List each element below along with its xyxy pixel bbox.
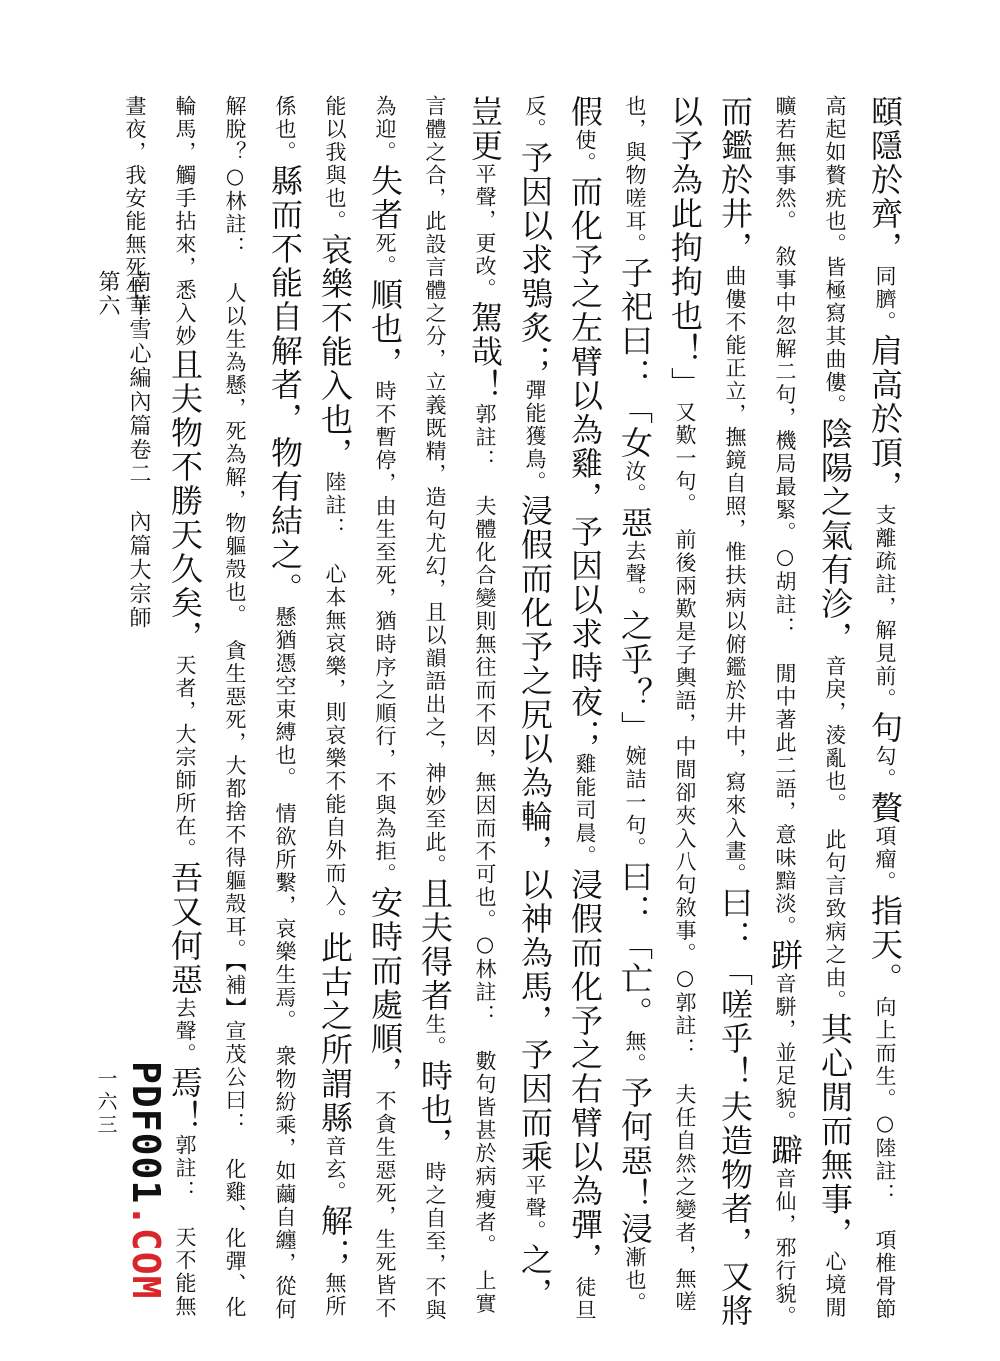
- main-text-run: 焉！: [166, 1066, 204, 1134]
- annotation-run: 勾。: [873, 745, 897, 791]
- annotation-run: 【補】宣茂公曰： 化雞、化彈、化輪馬，觸手拈來，悉入妙: [173, 95, 247, 1319]
- annotation-run: 懸猶憑空束縛也。 情欲所繫，哀樂生焉。 衆物紛乘，如繭自纏，從何解脫？○林註： 人以生為懸，死為解，物軀殼也。 貪生惡死，大都捨不得軀殼耳。: [223, 95, 297, 1321]
- annotation-run: 彈能獲鳥。: [523, 379, 547, 494]
- watermark-text-main: PDF001: [124, 1060, 168, 1204]
- annotation-run: 音仙，邪行貌。: [773, 1167, 797, 1329]
- main-text-run: 曰：「嗟乎！夫造物者，又將以予為此拘拘也！」: [666, 95, 754, 1328]
- annotation-run: 漸也。: [623, 1246, 647, 1315]
- annotation-run: 郭註： 天不能無晝夜，我安能無死生！: [123, 95, 197, 1318]
- watermark-logo: [122, 1050, 170, 1310]
- main-text-run: 浸假而化予之右臂以為彈，: [566, 868, 604, 1276]
- annotation-run: 天者，大宗師所在。: [173, 654, 197, 861]
- main-text-run: 且夫物不勝天久矣，: [166, 348, 204, 654]
- main-text-run: 縣而不能自解者，物有結之。: [266, 164, 304, 606]
- main-text-run: 指天。: [866, 894, 904, 996]
- annotation-run: 無所係也。: [273, 95, 347, 1318]
- main-text-run: 而鑑於井，: [716, 95, 754, 265]
- annotation-run: 陸註： 心本無哀樂，則哀樂不能自外而入。: [323, 471, 347, 931]
- main-text-run: 予因以求鴞炙；: [516, 141, 554, 379]
- main-text-run: 贅: [866, 791, 904, 825]
- annotation-run: 汝。: [623, 460, 647, 506]
- page-number: 一六三: [94, 1068, 118, 1137]
- annotation-run: 無。: [623, 1030, 647, 1076]
- annotation-run: 徒旦反。: [523, 95, 597, 1322]
- main-text-run: 跰: [766, 938, 804, 973]
- annotation-run: 又歎一句。 前後兩歎是子輿語，中間卻夾入八句敘事。○郭註： 夫任自然之變者，無嗟也，與物嗟耳。: [623, 95, 697, 1314]
- annotation-run: 項瘤。: [873, 825, 897, 894]
- main-text-run: 頤隱於齊，: [866, 95, 904, 265]
- watermark-text-domain: .COM: [124, 1203, 168, 1300]
- annotation-run: 生。: [423, 1013, 447, 1059]
- annotation-run: 去聲。: [623, 540, 647, 609]
- annotation-run: 死。: [373, 232, 397, 278]
- main-text-run: 哀樂不能入也，: [316, 233, 354, 471]
- main-text-run: 肩高於頂，: [866, 334, 904, 504]
- main-text-run: 而化予之左臂以為雞，予因以求時夜；: [566, 175, 604, 753]
- main-text-run: 之乎？」: [616, 609, 654, 745]
- main-text-run: 句: [866, 711, 904, 745]
- running-header: 南華雪心編內篇卷二 內篇大宗師第六: [95, 270, 151, 630]
- annotation-run: 音玄。: [323, 1135, 347, 1204]
- main-text-run: 假: [566, 95, 604, 129]
- main-text-run: 陰陽之氣有沴，: [816, 417, 854, 655]
- main-text-run: 順也，: [366, 278, 404, 380]
- annotation-run: 向上而生。○陸註： 項椎骨節高起如贅疣也。皆極寫其曲僂。: [823, 95, 897, 1321]
- annotation-run: 時之自至，不與為迎。: [373, 95, 447, 1322]
- annotation-run: 同臍。: [873, 265, 897, 334]
- main-text-run: 子祀曰：「女: [616, 256, 654, 460]
- main-text-run: 其心閒而無事，: [816, 1012, 854, 1251]
- main-text-run: 解；: [316, 1204, 354, 1272]
- annotation-run: 婉詰一句。: [623, 745, 647, 860]
- main-text-run: 惡: [616, 506, 654, 540]
- main-text-run: 安時而處順，: [366, 886, 404, 1090]
- annotation-run: 郭註： 夫體化合變則無往而不因，無因而不可也。○林註： 數句皆甚於病瘦者。 上實言體之合，此設言體之分，立義既精，造句尤幻，且以韻語出之，神妙至此。: [423, 95, 497, 1316]
- main-text-run: 躃: [766, 1133, 804, 1168]
- annotation-run: 使。: [573, 129, 597, 175]
- main-text-run: 吾又何惡: [166, 861, 204, 997]
- main-text-run: 駕哉！: [466, 301, 504, 403]
- main-text-run: 此古之所謂縣: [316, 931, 354, 1135]
- main-text-run: 之，豈更: [466, 95, 554, 1311]
- annotation-run: 心境閒曠若無事然。 敘事中忽解二句，機局最緊。○胡註： 閒中著此二語，意味黯淡。: [773, 95, 847, 1320]
- annotation-run: 支離疏註，解見前。: [873, 504, 897, 711]
- annotation-run: 平聲，更改。: [473, 163, 497, 301]
- main-text-run: 且夫得者: [416, 877, 454, 1013]
- main-text-run: 予何惡！浸: [616, 1076, 654, 1246]
- text-paragraph: [110, 95, 910, 1330]
- main-text-run: 曰：「亡。: [616, 860, 654, 1030]
- annotation-run: 時不暫停，由生至死，猶時序之順行，不與為拒。: [373, 380, 397, 886]
- annotation-run: 音駢，並足貌。: [773, 972, 797, 1134]
- annotation-run: 曲僂不能正立，撫鏡自照，惟扶病以俯鑑於井中，寫來入畫。: [723, 265, 747, 886]
- annotation-run: 去聲。: [173, 997, 197, 1066]
- annotation-run: 平聲。: [523, 1174, 547, 1243]
- main-text-run: 失者: [366, 164, 404, 232]
- annotation-run: 音戾，淩亂也。 此句言致病之由。: [823, 655, 847, 1013]
- main-text-run: 時也，: [416, 1059, 454, 1161]
- annotation-run: 雞能司晨。: [573, 753, 597, 868]
- main-text-run: 浸假而化予之尻以為輪，以神為馬，予因而乘: [516, 494, 554, 1174]
- annotation-run: 不貪生惡死，生死皆不能以我與也。: [323, 95, 397, 1320]
